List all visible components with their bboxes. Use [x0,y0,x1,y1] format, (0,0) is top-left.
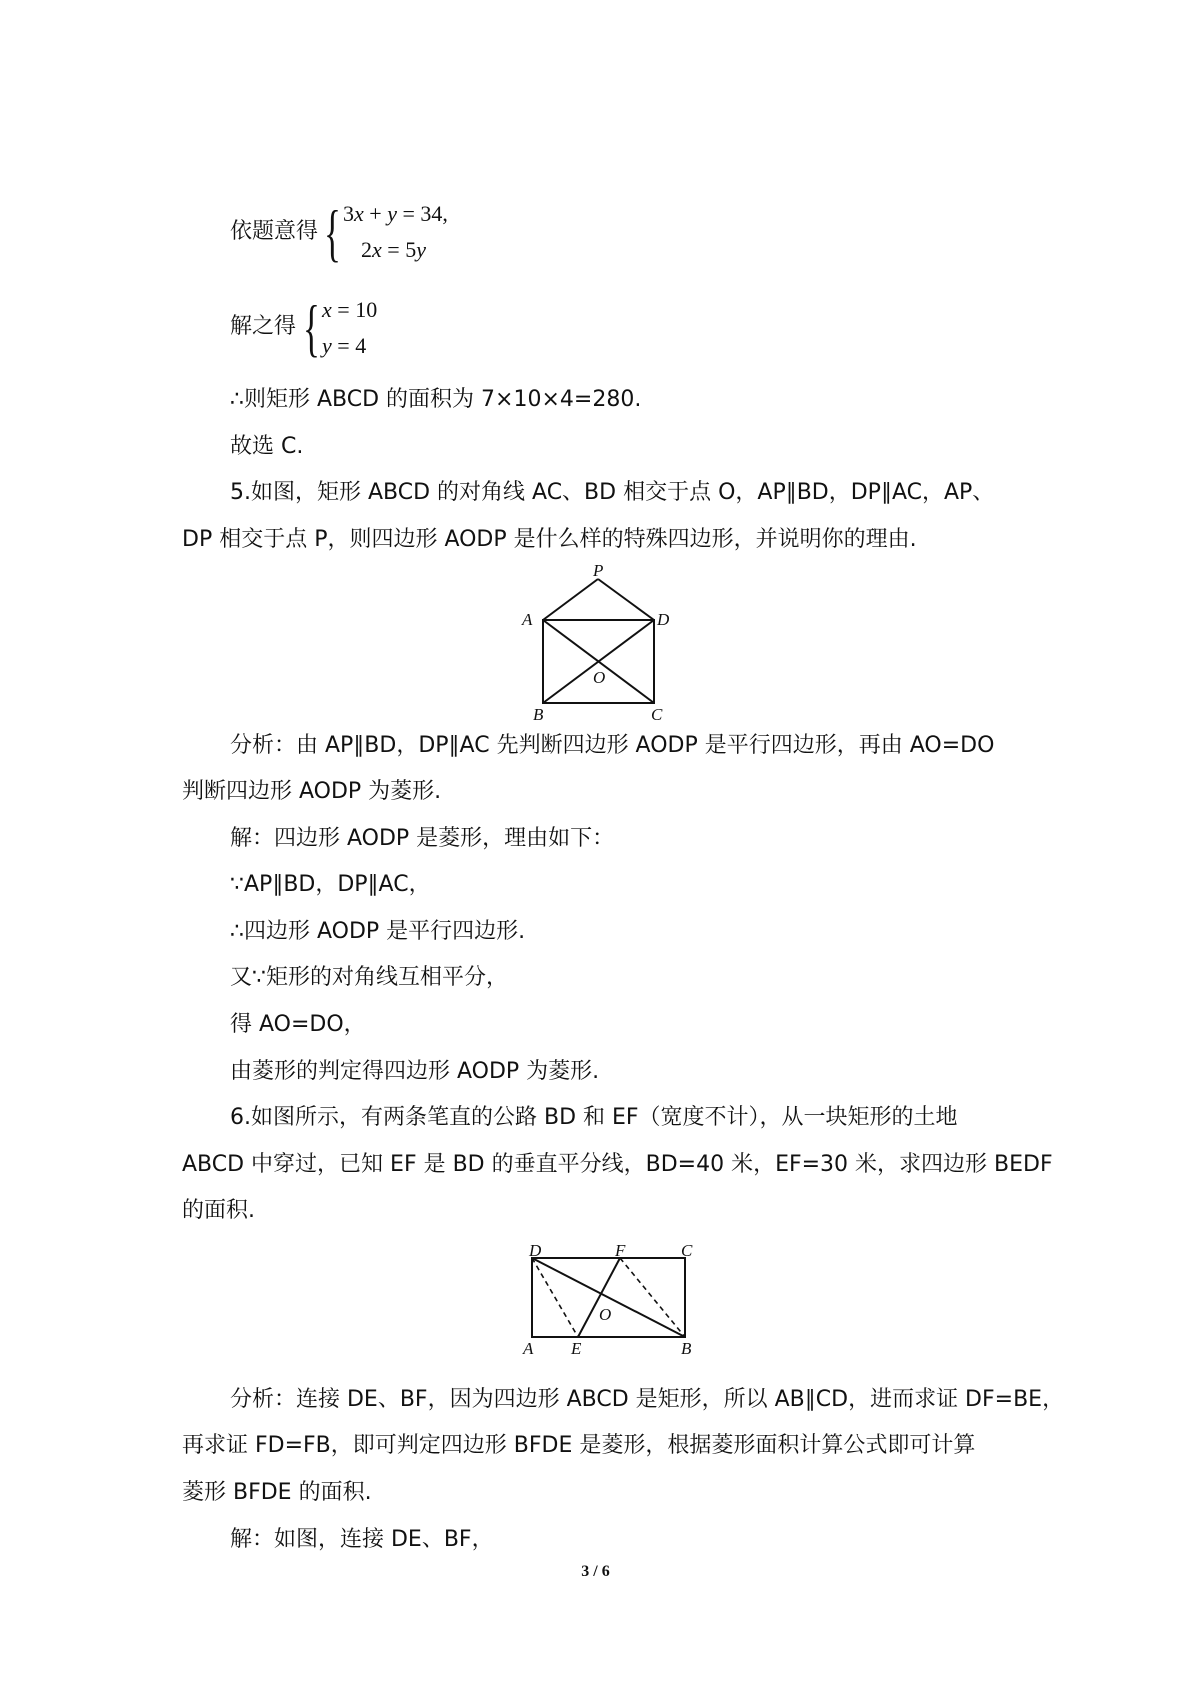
text-line: ∴则矩形 ABCD 的面积为 7×10×4=280. [230,387,642,412]
rhs: 10 [355,297,378,322]
system1-eq1 [343,199,448,229]
text-line: ABCD 中穿过，已知 EF 是 BD 的垂直平分线，BD=40 米，EF=30 米，求四边形 BEDF [182,1152,1053,1177]
rhs: 34 [420,201,443,226]
segment-pd [598,579,654,620]
var-x: x [354,201,364,226]
system1-lead: 依题意得 [230,219,319,244]
text-line: 又∵矩形的对角线互相平分， [230,965,508,990]
text-line: 故选 C. [230,434,304,459]
text-line: 解：四边形 AODP 是菱形，理由如下： [230,826,615,851]
text-line: 判断四边形 AODP 为菱形. [182,779,442,804]
text-line: 得 AO=DO， [230,1012,366,1037]
system2-lead: 解之得 [230,314,297,339]
label-b: B [533,705,544,722]
var-y: y [387,201,397,226]
label-p: P [593,562,604,580]
label-f: F [615,1242,626,1260]
system2-eq2 [322,331,366,361]
text-line: 5.如图，矩形 ABCD 的对角线 AC、BD 相交于点 O，AP∥BD，DP∥AC，AP、 [230,480,995,505]
text-line: 的面积. [182,1198,255,1223]
text-line: DP 相交于点 P，则四边形 AODP 是什么样的特殊四边形，并说明你的理由. [182,527,917,552]
var-x: x [372,237,382,262]
text-line: 菱形 BFDE 的面积. [182,1480,372,1505]
system2-brace: { [303,292,320,363]
coef: 2 [361,237,372,262]
text-line: 分析：由 AP∥BD，DP∥AC 先判断四边形 AODP 是平行四边形，再由 AO=DO [230,733,995,758]
comma: , [442,201,448,226]
label-e: E [571,1339,582,1357]
figure-road-rectangle [515,1242,705,1357]
figure-rectangle-rhombus [515,562,695,722]
label-d: D [529,1242,542,1260]
text-line: ∴四边形 AODP 是平行四边形. [230,919,526,944]
op-plus: + [363,201,388,226]
coef-b: 5 [405,237,417,262]
coef: 3 [343,201,354,226]
label-o: O [599,1305,612,1324]
var-y: y [322,333,332,358]
text-line: 解：如图，连接 DE、BF， [230,1527,494,1552]
op-eq: = [331,297,356,322]
label-b: B [681,1339,692,1357]
var-x: x [322,297,332,322]
text-line: 由菱形的判定得四边形 AODP 为菱形. [230,1059,600,1084]
op-eq: = [396,201,421,226]
segment-fb [620,1258,685,1337]
rhs: 4 [355,333,367,358]
text-line: 6.如图所示，有两条笔直的公路 BD 和 EF（宽度不计），从一块矩形的土地 [230,1105,958,1130]
op-eq: = [331,333,356,358]
system1-eq2 [361,235,426,265]
text-line: ∵AP∥BD，DP∥AC， [230,872,431,897]
text-line: 再求证 FD=FB，即可判定四边形 BFDE 是菱形，根据菱形面积计算公式即可计算 [182,1433,976,1458]
page-number: 3 / 6 [581,1563,610,1580]
label-a: A [523,1339,534,1357]
system2-eq1 [322,295,377,325]
var-y: y [416,237,426,262]
label-c: C [681,1242,693,1260]
label-c: C [651,705,663,722]
label-o: O [593,668,606,687]
label-d: D [657,610,670,629]
label-a: A [522,610,533,629]
system1-brace: { [324,197,341,268]
text-line: 分析：连接 DE、BF，因为四边形 ABCD 是矩形，所以 AB∥CD，进而求证 DF=BE， [230,1387,1065,1412]
op-eq: = [381,237,406,262]
segment-ap [543,579,598,620]
segment-ef [578,1258,620,1337]
